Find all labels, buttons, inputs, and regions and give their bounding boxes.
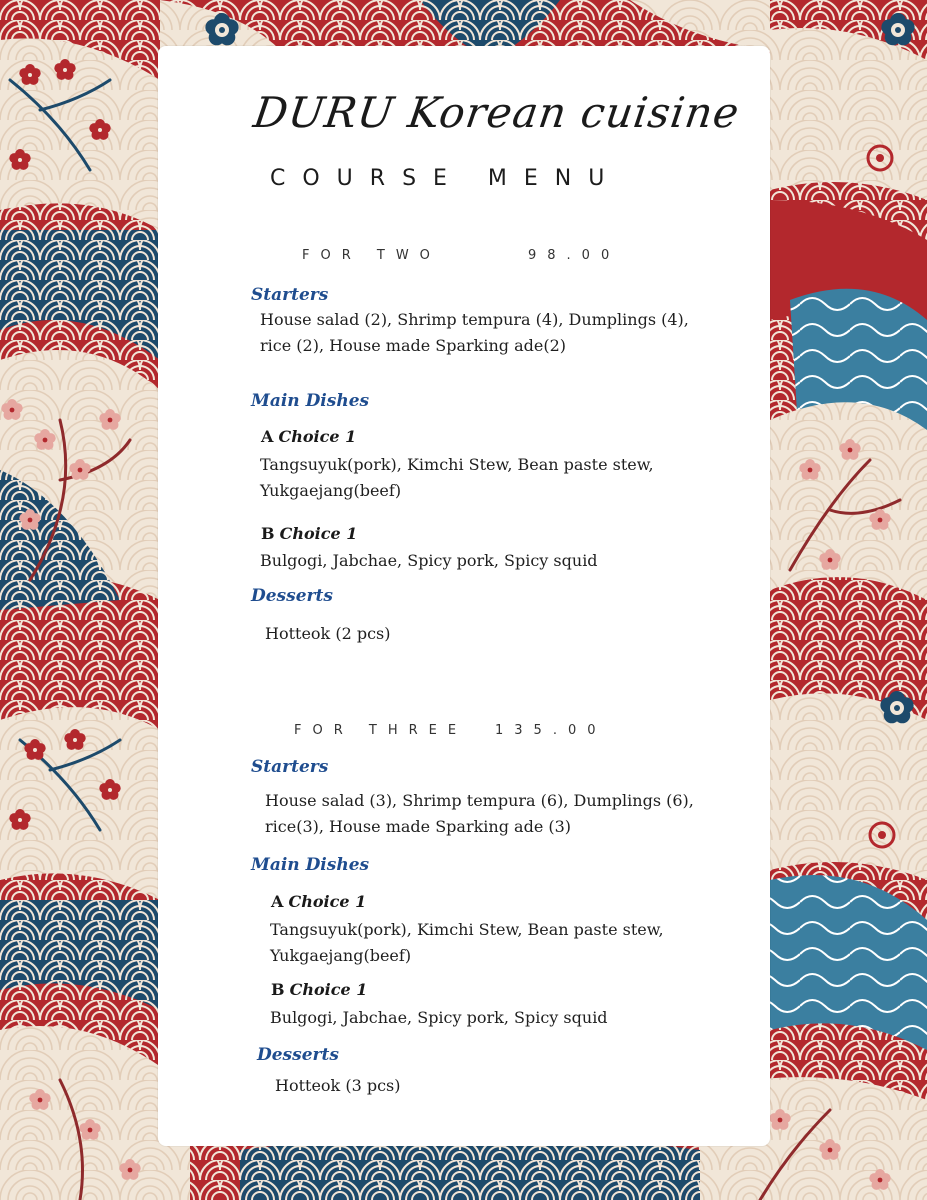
for-two-main-heading: Main Dishes	[251, 391, 370, 411]
for-two-label: FOR TWO	[302, 248, 441, 263]
for-three-starters-heading: Starters	[251, 757, 329, 777]
for-two-choice-b	[261, 524, 357, 543]
for-two-desserts-heading: Desserts	[251, 586, 333, 606]
for-two-starters-line1: House salad (2), Shrimp tempura (4), Dumplings (4),	[260, 310, 689, 329]
choice-label: Choice 1	[289, 980, 368, 999]
for-three-starters-line2: rice(3), House made Sparking ade (3)	[265, 817, 572, 836]
for-three-choice-a-line2: Yukgaejang(beef)	[270, 946, 412, 965]
menu-card	[158, 46, 770, 1146]
choice-label: Choice 1	[278, 427, 357, 446]
choice-tag: B	[271, 980, 285, 999]
choice-tag: B	[261, 524, 275, 543]
for-three-choice-b	[271, 980, 367, 999]
choice-tag: A	[271, 892, 284, 911]
for-three-main-heading: Main Dishes	[251, 855, 370, 875]
choice-label: Choice 1	[279, 524, 358, 543]
for-two-desserts-line1: Hotteok (2 pcs)	[265, 624, 391, 643]
for-three-choice-a-line1: Tangsuyuk(pork), Kimchi Stew, Bean paste stew,	[270, 920, 664, 939]
for-two-starters-line2: rice (2), House made Sparking ade(2)	[260, 336, 567, 355]
for-two-starters-heading: Starters	[251, 285, 329, 305]
for-three-desserts-line1: Hotteok (3 pcs)	[275, 1076, 401, 1095]
for-three-price: 135.00	[495, 723, 607, 738]
for-three-starters-line1: House salad (3), Shrimp tempura (6), Dumplings (6),	[265, 791, 694, 810]
choice-label: Choice 1	[288, 892, 367, 911]
for-three-label: FOR THREE	[294, 723, 468, 738]
for-two-choice-b-line1: Bulgogi, Jabchae, Spicy pork, Spicy squid	[260, 551, 598, 570]
choice-tag: A	[261, 427, 274, 446]
for-two-choice-a	[261, 427, 356, 446]
course-menu-title: COURSE MENU	[270, 166, 622, 191]
for-three-choice-a	[271, 892, 366, 911]
for-two-choice-a-line1: Tangsuyuk(pork), Kimchi Stew, Bean paste stew,	[260, 455, 654, 474]
for-two-choice-a-line2: Yukgaejang(beef)	[260, 481, 402, 500]
for-three-choice-b-line1: Bulgogi, Jabchae, Spicy pork, Spicy squid	[270, 1008, 608, 1027]
for-two-price: 98.00	[528, 248, 621, 263]
restaurant-name: DURU Korean cuisine	[250, 88, 743, 137]
for-three-desserts-heading: Desserts	[257, 1045, 339, 1065]
